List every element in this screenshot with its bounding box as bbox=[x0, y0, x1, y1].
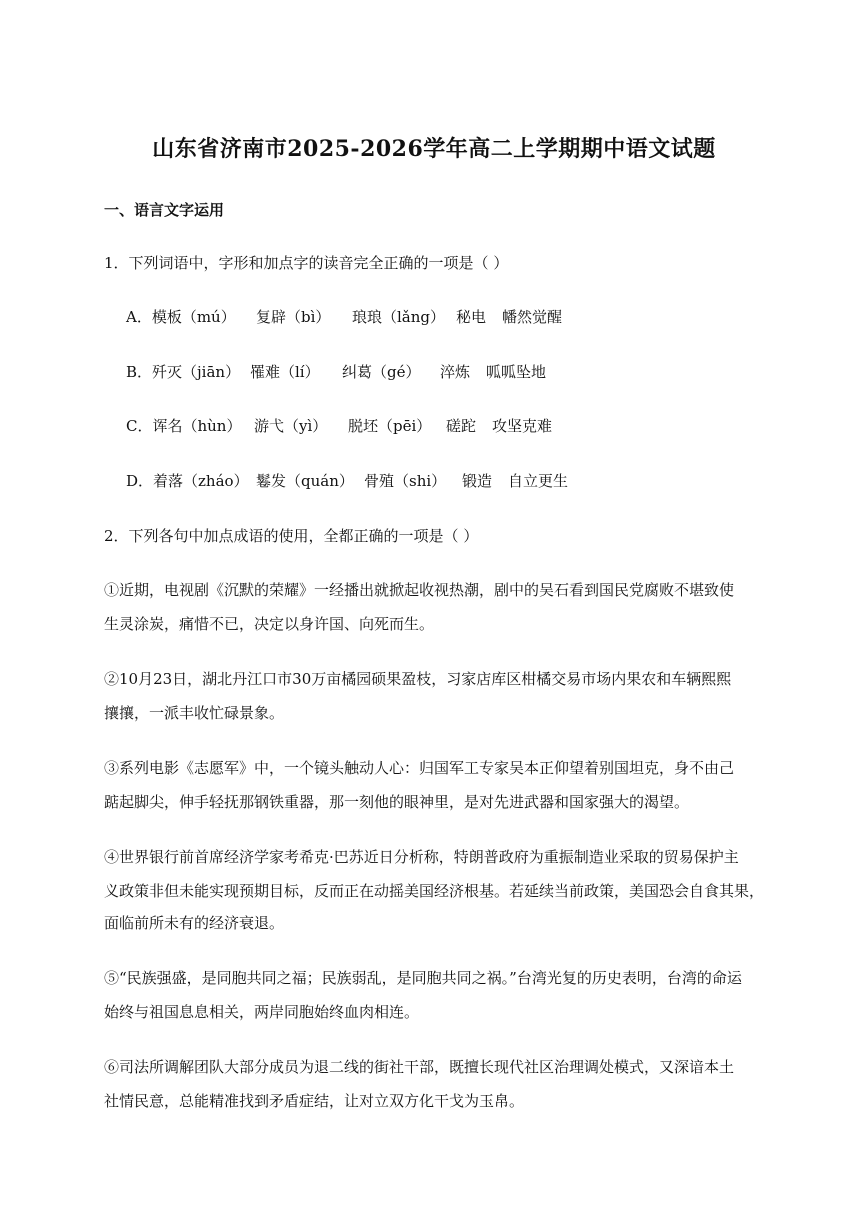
question-2-stem: 2．下列各句中加点成语的使用，全都正确的一项是（ ） bbox=[104, 527, 479, 545]
option-item: 攻坚克难 bbox=[492, 417, 553, 435]
question-1-option-c bbox=[126, 416, 552, 436]
paragraph-line: ⑥司法所调解团队大部分成员为退二线的街社干部，既擅长现代社区治理调处模式，又深谙本土 bbox=[104, 1058, 735, 1076]
option-label: D．着落（zháo） bbox=[126, 472, 249, 490]
option-item: 骨殖（shi） bbox=[364, 472, 447, 490]
option-label: B．歼灭（jiān） bbox=[126, 363, 241, 381]
question-1-option-b bbox=[126, 362, 546, 382]
option-item: 淬炼 bbox=[440, 363, 471, 381]
question-1-option-d bbox=[126, 471, 568, 491]
option-item: 脱坯（pēi） bbox=[348, 417, 432, 435]
option-label: A．模板（mú） bbox=[126, 308, 236, 326]
paragraph-line: ⑤“民族强盛，是同胞共同之福；民族弱乱，是同胞共同之祸。”台湾光复的历史表明，台湾的命运 bbox=[104, 969, 742, 987]
option-label: C．诨名（hùn） bbox=[126, 417, 242, 435]
paragraph-line: 生灵涂炭，痛惜不已，决定以身许国、向死而生。 bbox=[104, 615, 435, 633]
paragraph-line: 攘攘，一派丰收忙碌景象。 bbox=[104, 704, 285, 722]
option-item: 磋跎 bbox=[446, 417, 477, 435]
section-heading: 一、语言文字运用 bbox=[104, 201, 225, 219]
option-item: 游弋（yì） bbox=[254, 417, 328, 435]
paragraph-line: 始终与祖国息息相关，两岸同胞始终血肉相连。 bbox=[104, 1003, 420, 1021]
option-item: 幡然觉醒 bbox=[502, 308, 563, 326]
paragraph-line: 面临前所未有的经济衰退。 bbox=[104, 914, 285, 932]
question-1-option-a bbox=[126, 307, 562, 327]
option-item: 琅琅（lǎng） bbox=[352, 308, 446, 326]
paragraph-line: 社情民意，总能精准找到矛盾症结，让对立双方化干戈为玉帛。 bbox=[104, 1092, 525, 1110]
question-1-stem: 1．下列词语中，字形和加点字的读音完全正确的一项是（ ） bbox=[104, 254, 509, 272]
paragraph-line: 义政策非但未能实现预期目标，反而正在动摇美国经济根基。若延续当前政策，美国恐会自食其果， bbox=[104, 882, 765, 900]
page-title: 山东省济南市2025-2026学年高二上学期期中语文试题 bbox=[152, 136, 716, 162]
paragraph-line: 踮起脚尖，伸手轻抚那钢铁重器，那一刻他的眼神里，是对先进武器和国家强大的渴望。 bbox=[104, 793, 690, 811]
option-item: 鬈发（quán） bbox=[256, 472, 354, 490]
option-item: 秘电 bbox=[456, 308, 487, 326]
option-item: 复辟（bì） bbox=[256, 308, 331, 326]
paragraph-line: ④世界银行前首席经济学家考希克·巴苏近日分析称，特朗普政府为重振制造业采取的贸易保护主 bbox=[104, 848, 739, 866]
option-item: 自立更生 bbox=[508, 472, 569, 490]
paragraph-line: ①近期，电视剧《沉默的荣耀》一经播出就掀起收视热潮，剧中的吴石看到国民党腐败不堪致使 bbox=[104, 581, 735, 599]
option-item: 锻造 bbox=[462, 472, 493, 490]
option-item: 呱呱坠地 bbox=[486, 363, 547, 381]
option-item: 纠葛（gé） bbox=[342, 363, 421, 381]
paragraph-line: ③系列电影《志愿军》中，一个镜头触动人心：归国军工专家吴本正仰望着别国坦克，身不由己 bbox=[104, 759, 735, 777]
paragraph-line: ②10月23日，湖北丹江口市30万亩橘园硕果盈枝，习家店库区柑橘交易市场内果农和车辆熙熙 bbox=[104, 670, 732, 688]
option-item: 罹难（lí） bbox=[250, 363, 320, 381]
